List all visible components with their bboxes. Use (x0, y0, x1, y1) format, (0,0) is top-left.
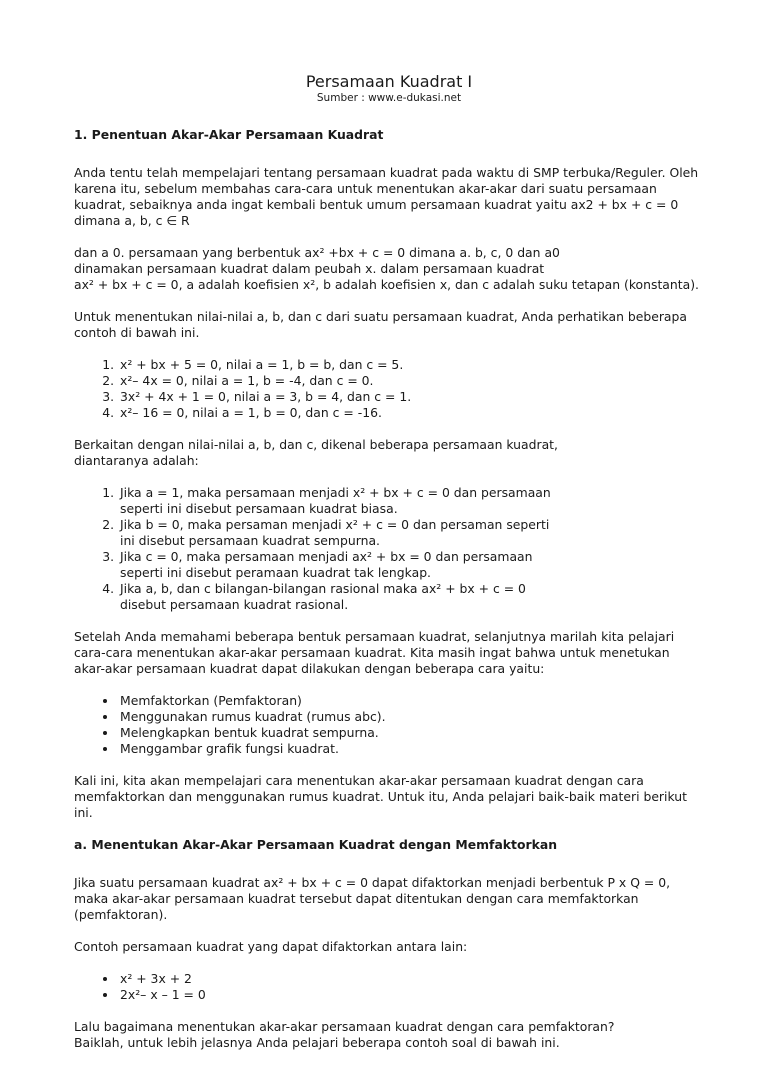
list-item: 4. x²– 16 = 0, nilai a = 1, b = 0, dan c = -16. (118, 405, 704, 421)
paragraph-2-line-2: dinamakan persamaan kuadrat dalam peubah x. dalam persamaan kuadrat (74, 261, 545, 276)
section-1-paragraph-2 (74, 245, 704, 293)
list-item: • 2x²– x – 1 = 0 (118, 987, 704, 1003)
document-page (74, 72, 704, 1067)
paragraph-4-line-2: diantaranya adalah: (74, 453, 199, 468)
section-a-paragraph-1: Jika suatu persamaan kuadrat ax² + bx + c = 0 dapat difaktorkan menjadi berbentuk P x Q = 0, maka akar-akar persamaan kuadrat tersebut dapat ditentukan dengan cara memfaktorkan (pemfaktoran). (74, 875, 671, 922)
equation-types-list (74, 485, 704, 613)
list-item: 1. Jika a = 1, maka persamaan menjadi x² + bx + c = 0 dan persamaan seperti ini disebut persamaan kuadrat biasa. (118, 485, 554, 517)
paragraph-3-line-1: Lalu bagaimana menentukan akar-akar persamaan kuadrat dengan cara pemfaktoran? (74, 1019, 615, 1034)
section-1-paragraph-4 (74, 437, 704, 469)
paragraph-4-line-1: Berkaitan dengan nilai-nilai a, b, dan c, dikenal beberapa persamaan kuadrat, (74, 437, 558, 452)
list-item: • Melengkapkan bentuk kuadrat sempurna. (118, 725, 704, 741)
section-1-paragraph-1: Anda tentu telah mempelajari tentang persamaan kuadrat pada waktu di SMP terbuka/Reguler. Oleh karena itu, sebelum membahas cara-cara untuk menentukan akar-akar dari suatu persamaan kuadrat, sebaiknya anda ingat kembali bentuk umum persamaan kuadrat yaitu ax2 + bx + c = 0 dimana a, b, c ∈ R (74, 165, 699, 228)
section-1-paragraph-6: Kali ini, kita akan mempelajari cara menentukan akar-akar persamaan kuadrat dengan cara memfaktorkan dan menggunakan rumus kuadrat. Untuk itu, Anda pelajari baik-baik materi berikut ini. (74, 773, 687, 820)
list-item: 4. Jika a, b, dan c bilangan-bilangan rasional maka ax² + bx + c = 0 disebut persamaan kuadrat rasional. (118, 581, 554, 613)
paragraph-2-line-1: dan a 0. persamaan yang berbentuk ax² +bx + c = 0 dimana a. b, c, 0 dan a0 (74, 245, 560, 260)
section-1-paragraph-5: Setelah Anda memahami beberapa bentuk persamaan kuadrat, selanjutnya marilah kita pelajari cara-cara menentukan akar-akar persamaan kuadrat. Kita masih ingat bahwa untuk menetukan akar-akar persamaan kuadrat dapat dilakukan dengan beberapa cara yaitu: (74, 629, 675, 676)
paragraph-2-line-3: ax² + bx + c = 0, a adalah koefisien x², b adalah koefisien x, dan c adalah suku tetapan (konstanta). (74, 277, 699, 292)
factorable-examples-list (74, 971, 704, 1003)
list-item: 2. x²– 4x = 0, nilai a = 1, b = -4, dan c = 0. (118, 373, 704, 389)
list-item: • Memfaktorkan (Pemfaktoran) (118, 693, 704, 709)
paragraph-3-line-2: Baiklah, untuk lebih jelasnya Anda pelajari beberapa contoh soal di bawah ini. (74, 1035, 560, 1050)
coefficient-examples-list (74, 357, 704, 421)
list-item: • Menggambar grafik fungsi kuadrat. (118, 741, 704, 757)
document-title: Persamaan Kuadrat I (305, 72, 473, 91)
list-item: 3. 3x² + 4x + 1 = 0, nilai a = 3, b = 4, dan c = 1. (118, 389, 704, 405)
list-item: 3. Jika c = 0, maka persamaan menjadi ax² + bx = 0 dan persamaan seperti ini disebut peramaan kuadrat tak lengkap. (118, 549, 554, 581)
section-1-paragraph-3: Untuk menentukan nilai-nilai a, b, dan c dari suatu persamaan kuadrat, Anda perhatikan beberapa contoh di bawah ini. (74, 309, 687, 340)
section-1-heading: 1. Penentuan Akar-Akar Persamaan Kuadrat (74, 127, 384, 142)
list-item: • Menggunakan rumus kuadrat (rumus abc). (118, 709, 704, 725)
source-line: Sumber : www.e-dukasi.net (316, 92, 462, 104)
methods-list (74, 693, 704, 757)
list-item: 1. x² + bx + 5 = 0, nilai a = 1, b = b, dan c = 5. (118, 357, 704, 373)
section-a-paragraph-2: Contoh persamaan kuadrat yang dapat difaktorkan antara lain: (74, 939, 468, 954)
section-a-heading: a. Menentukan Akar-Akar Persamaan Kuadrat dengan Memfaktorkan (74, 837, 558, 852)
list-item: 2. Jika b = 0, maka persaman menjadi x² + c = 0 dan persaman seperti ini disebut persamaan kuadrat sempurna. (118, 517, 554, 549)
list-item: • x² + 3x + 2 (118, 971, 704, 987)
